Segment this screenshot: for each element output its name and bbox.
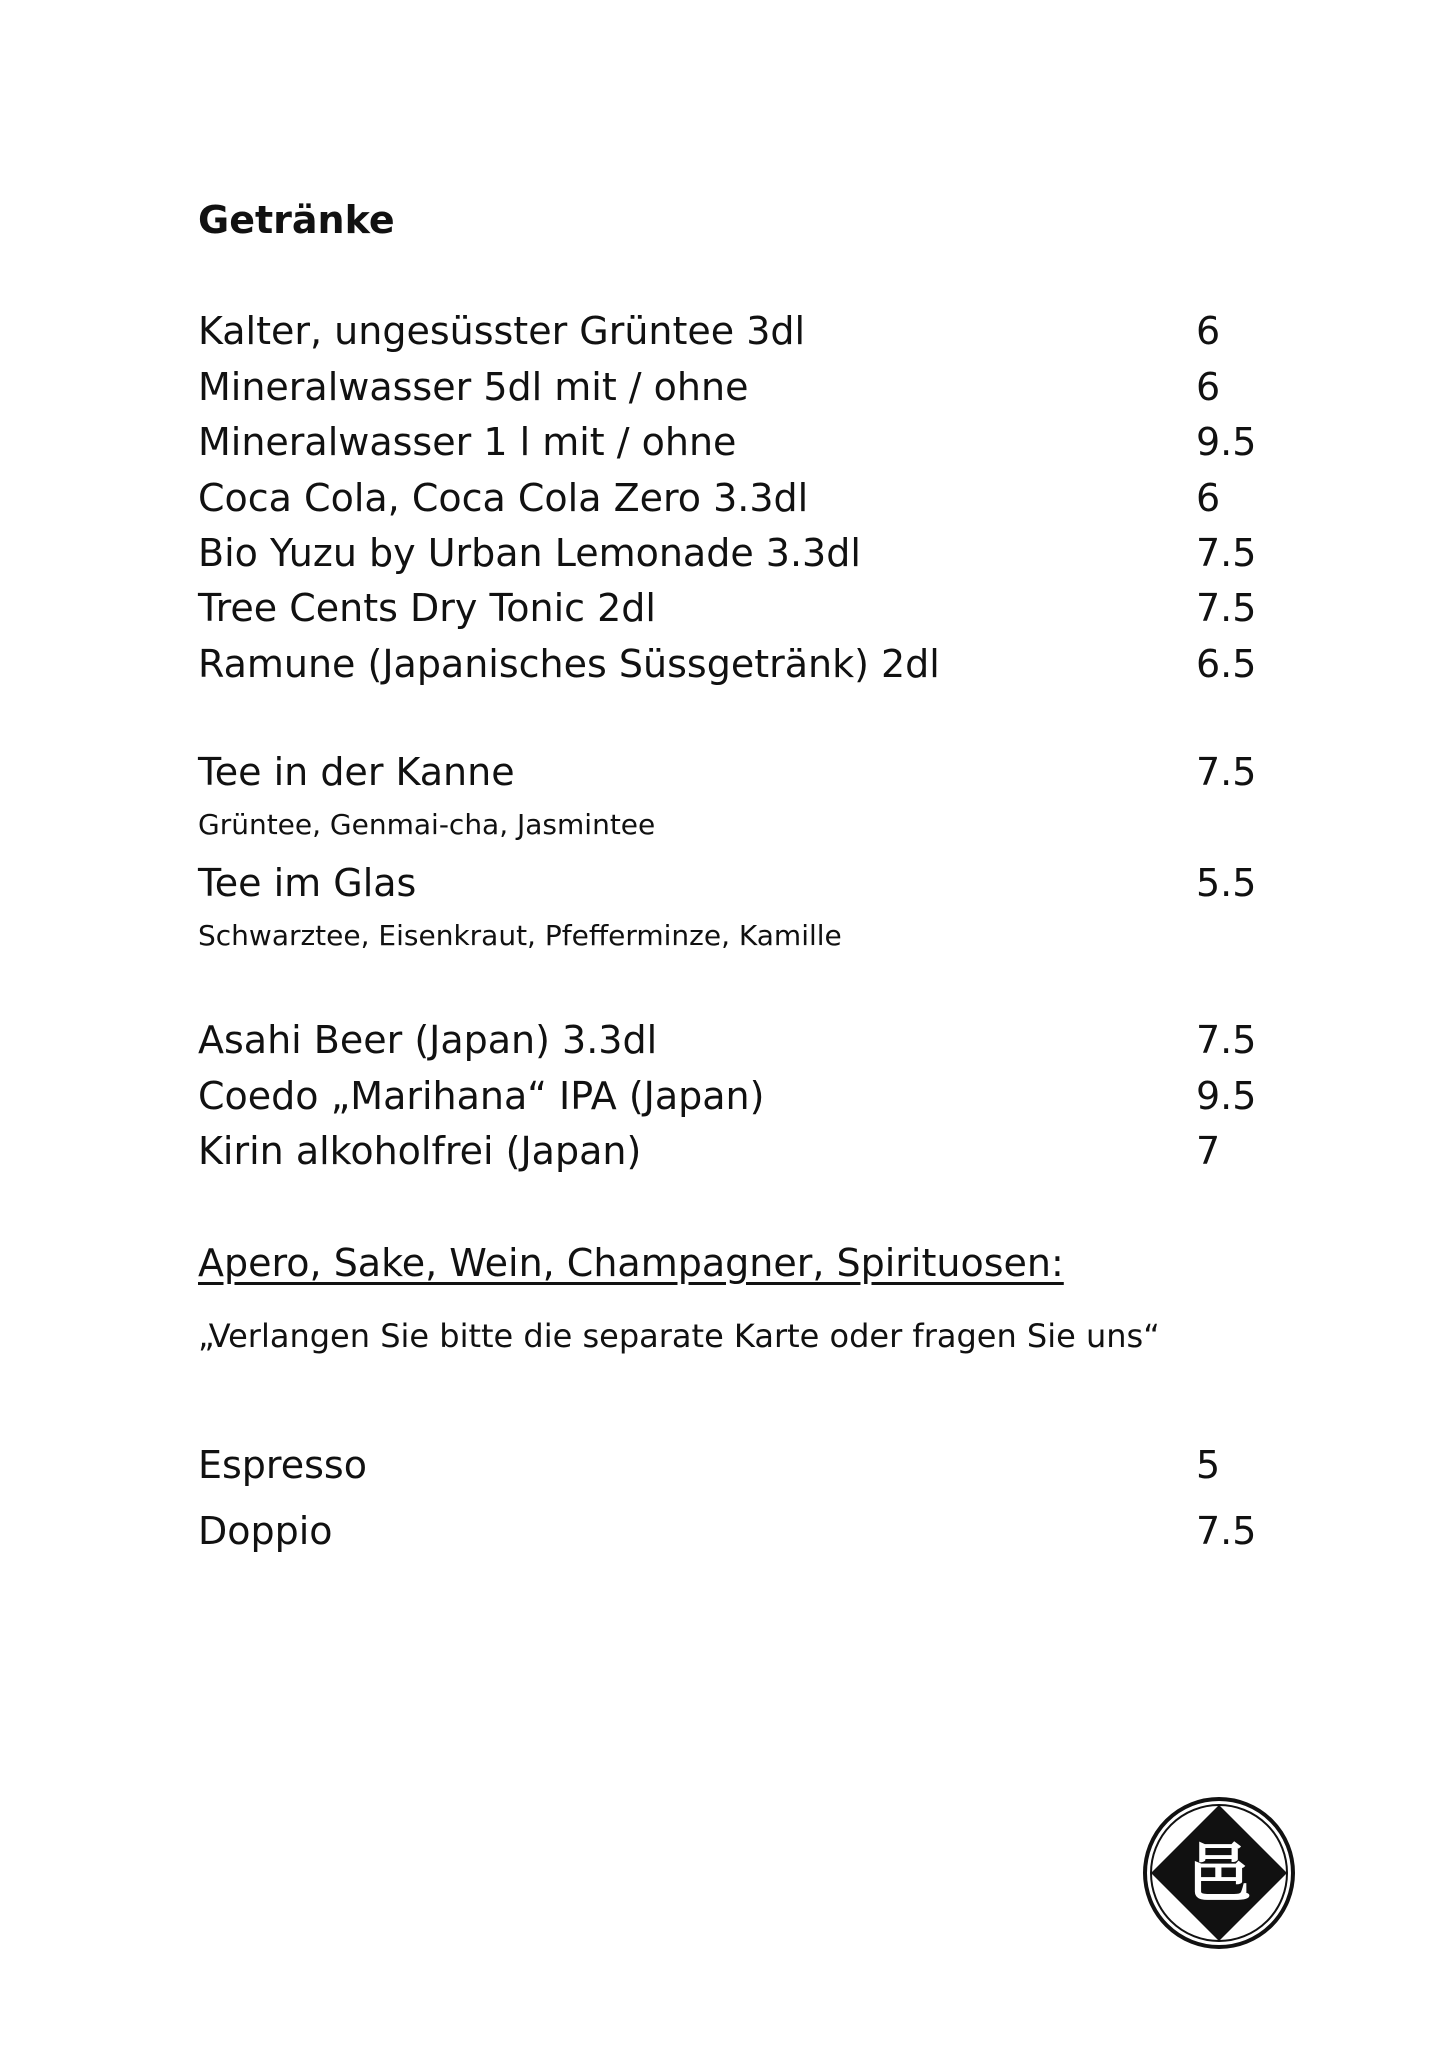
menu-item xyxy=(198,527,1258,579)
menu-item xyxy=(198,746,1258,798)
item-name: Asahi Beer (Japan) 3.3dl xyxy=(198,1018,658,1062)
item-name: Coedo „Marihana“ IPA (Japan) xyxy=(198,1074,765,1118)
item-name: Tree Cents Dry Tonic 2dl xyxy=(198,586,656,630)
menu-item xyxy=(198,857,1258,909)
menu-item xyxy=(198,1439,1258,1491)
item-name: Espresso xyxy=(198,1443,367,1487)
item-price: 7.5 xyxy=(1196,586,1257,630)
item-price: 6 xyxy=(1196,476,1221,520)
menu-item xyxy=(198,361,1258,413)
item-name: Mineralwasser 5dl mit / ohne xyxy=(198,365,749,409)
item-price: 9.5 xyxy=(1196,1074,1257,1118)
logo-glyph: 邑 xyxy=(1187,1838,1251,1912)
kamon-crest-icon xyxy=(1142,1796,1296,1950)
item-name: Mineralwasser 1 l mit / ohne xyxy=(198,420,737,464)
menu-item xyxy=(198,1014,1258,1066)
item-name: Kalter, ungesüsster Grüntee 3dl xyxy=(198,309,806,353)
item-name: Tee in der Kanne xyxy=(198,750,515,794)
item-price: 7.5 xyxy=(1196,1018,1257,1062)
menu-item xyxy=(198,472,1258,524)
item-name: Ramune (Japanisches Süssgetränk) 2dl xyxy=(198,642,940,686)
item-price: 5 xyxy=(1196,1443,1221,1487)
item-price: 6 xyxy=(1196,365,1221,409)
section-note: „Verlangen Sie bitte die separate Karte oder fragen Sie uns“ xyxy=(198,1317,1160,1355)
item-name: Coca Cola, Coca Cola Zero 3.3dl xyxy=(198,476,809,520)
item-name: Bio Yuzu by Urban Lemonade 3.3dl xyxy=(198,531,861,575)
menu-item xyxy=(198,305,1258,357)
item-price: 6 xyxy=(1196,309,1221,353)
item-name: Kirin alkoholfrei (Japan) xyxy=(198,1129,642,1173)
section-heading: Apero, Sake, Wein, Champagner, Spirituosen: xyxy=(198,1241,1064,1285)
item-price: 7.5 xyxy=(1196,1509,1257,1553)
menu-item xyxy=(198,416,1258,468)
menu-item xyxy=(198,1070,1258,1122)
item-description: Schwarztee, Eisenkraut, Pfefferminze, Kamille xyxy=(198,919,842,952)
item-price: 6.5 xyxy=(1196,642,1257,686)
menu-item xyxy=(198,638,1258,690)
item-name: Doppio xyxy=(198,1509,333,1553)
item-price: 9.5 xyxy=(1196,420,1257,464)
item-price: 7.5 xyxy=(1196,750,1257,794)
menu-item xyxy=(198,1125,1258,1177)
menu-item xyxy=(198,582,1258,634)
item-name: Tee im Glas xyxy=(198,861,417,905)
page-title: Getränke xyxy=(198,198,395,242)
item-description: Grüntee, Genmai-cha, Jasmintee xyxy=(198,808,656,841)
menu-item xyxy=(198,1505,1258,1557)
item-price: 7.5 xyxy=(1196,531,1257,575)
item-price: 7 xyxy=(1196,1129,1221,1173)
item-price: 5.5 xyxy=(1196,861,1257,905)
